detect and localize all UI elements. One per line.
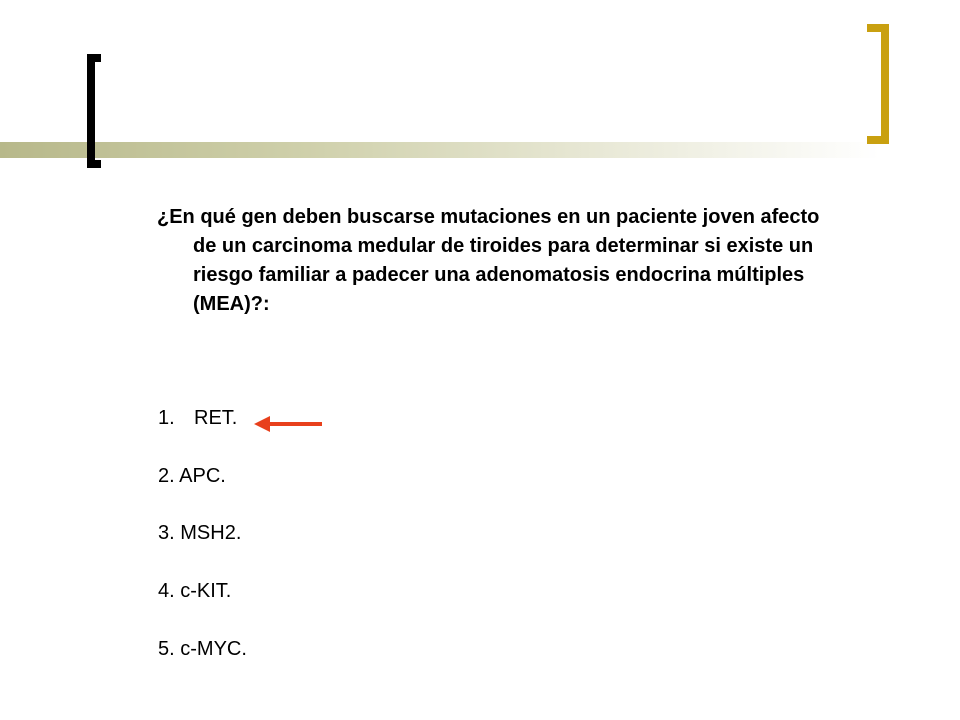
option-number: 5. xyxy=(158,638,175,660)
header-gradient-band xyxy=(0,142,880,158)
right-bracket-decoration xyxy=(867,24,889,144)
option-text: c-KIT. xyxy=(180,580,232,602)
option-4 xyxy=(158,579,231,603)
option-2 xyxy=(158,464,226,488)
left-bracket-decoration xyxy=(87,54,101,168)
left-arrow-icon xyxy=(252,412,324,436)
option-number: 1. xyxy=(158,407,175,429)
option-text: c-MYC. xyxy=(180,638,247,660)
option-number: 4. xyxy=(158,580,175,602)
option-text: MSH2. xyxy=(180,522,242,544)
option-3 xyxy=(158,521,241,545)
question-text: ¿En qué gen deben buscarse mutaciones en un paciente joven afecto de un carcinoma medular de tiroides para determinar si existe un riesgo familiar a padecer una adenomatosis endocrina múltiples (MEA)?: xyxy=(157,206,820,315)
option-number: 2. xyxy=(158,465,175,487)
option-number: 3. xyxy=(158,522,175,544)
option-1 xyxy=(158,406,237,430)
option-5 xyxy=(158,637,247,661)
option-text: APC. xyxy=(179,465,226,487)
option-text: RET. xyxy=(194,407,238,429)
